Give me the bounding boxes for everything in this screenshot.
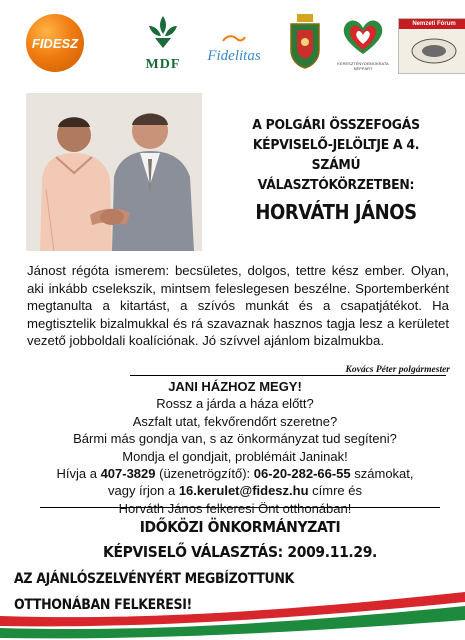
fidesz-logo	[26, 14, 84, 72]
headline-line-2: KÉPVISELŐ-JELÖLTJE A 4. SZÁMÚ	[252, 137, 420, 173]
kdnp-heart-icon	[336, 14, 390, 56]
nemzeti-forum-title: Nemzeti Fórum	[399, 19, 465, 29]
cta-question-2: Aszfalt utat, fekvőrendőrt szeretne?	[132, 413, 338, 429]
fidelitas-logo	[198, 30, 270, 65]
fidelitas-logo-text: Fidelitas	[207, 48, 261, 64]
handshake-photo-image	[26, 93, 202, 251]
fidesz-logo-text: FIDESZ	[31, 35, 79, 51]
cta-question-1: Rossz a járda a háza előtt?	[156, 396, 314, 412]
mdf-logo	[138, 12, 188, 73]
cta-mobile-number: 06-20-282-66-55	[253, 466, 351, 482]
kdnp-logo	[336, 14, 390, 71]
kdnp-logo-caption: KERESZTÉNYDEMOKRATA NÉPPÁRT	[337, 61, 389, 71]
cta-title: JANI HÁZHOZ MEGY!	[168, 379, 302, 394]
nemzeti-forum-logo	[398, 18, 465, 74]
divider-bottom	[40, 507, 440, 508]
election-line-2: KÉPVISELŐ VÁLASZTÁS: 2009.11.29.	[103, 543, 377, 561]
mdf-logo-text: MDF	[145, 57, 181, 72]
endorsement-text: Jánost régóta ismerem: becsületes, dolgos, tettre kész ember. Olyan, aki inkább cselekszik, mintsem feleslegesen beszélne. Sportemberként megtanulta a kitartást, a szívós munkát és a csapatjátékot. Ha megtisztelik bizalmukkal és rá szavaznak hasznos tagja lesz a kerületet vezető jobboldali koalíciónak. Jó szívvel ajánlom bizalmukba.	[27, 263, 449, 349]
cta-phone-number: 407-3829	[100, 466, 156, 482]
cta-write-suffix: címre és	[308, 483, 362, 499]
headline	[227, 115, 444, 195]
cta-email-address: 16.kerulet@fidesz.hu	[178, 483, 309, 499]
fidelitas-swirl-icon	[221, 33, 247, 43]
endorsement-signature: Kovács Péter polgármester	[345, 365, 450, 375]
city-crest	[288, 12, 322, 70]
cta-call-suffix: számokat,	[350, 466, 414, 482]
cta-call-line	[20, 465, 450, 482]
cta-call-prefix: Hívja a	[56, 466, 101, 482]
cta-write-line	[20, 482, 450, 499]
closing-line-2: OTTHONÁBAN FELKERESI!	[14, 597, 192, 613]
headline-line-3: VÁLASZTÓKÖRZETBEN:	[257, 177, 415, 193]
cta-visit-line: Horváth János felkeresi Önt otthonában!	[118, 500, 352, 516]
cta-question-3: Bármi más gondja van, s az önkormányzat tud segíteni?	[73, 431, 397, 447]
party-logos	[20, 8, 460, 86]
call-to-action	[20, 375, 450, 517]
crest-shield-icon	[288, 12, 322, 70]
closing-line-1: AZ AJÁNLÓSZELVÉNYÉRT MEGBÍZOTTUNK	[14, 571, 294, 587]
cta-phone-note: (üzenetrögzítő):	[155, 466, 254, 482]
handshake-photo	[26, 93, 202, 251]
headline-line-1: A POLGÁRI ÖSSZEFOGÁS	[252, 117, 420, 133]
candidate-name: HORVÁTH JÁNOS	[255, 200, 417, 224]
tricolour-swoosh	[0, 590, 465, 640]
election-notice	[60, 515, 420, 565]
cta-write-prefix: vagy írjon a	[107, 483, 179, 499]
nemzeti-forum-emblem-icon	[399, 29, 465, 73]
cta-question-4: Mondja el gondjait, problémáit Janinak!	[122, 448, 348, 464]
election-line-1: IDŐKÖZI ÖNKORMÁNYZATI	[139, 518, 341, 536]
mdf-emblem-icon	[141, 12, 185, 52]
